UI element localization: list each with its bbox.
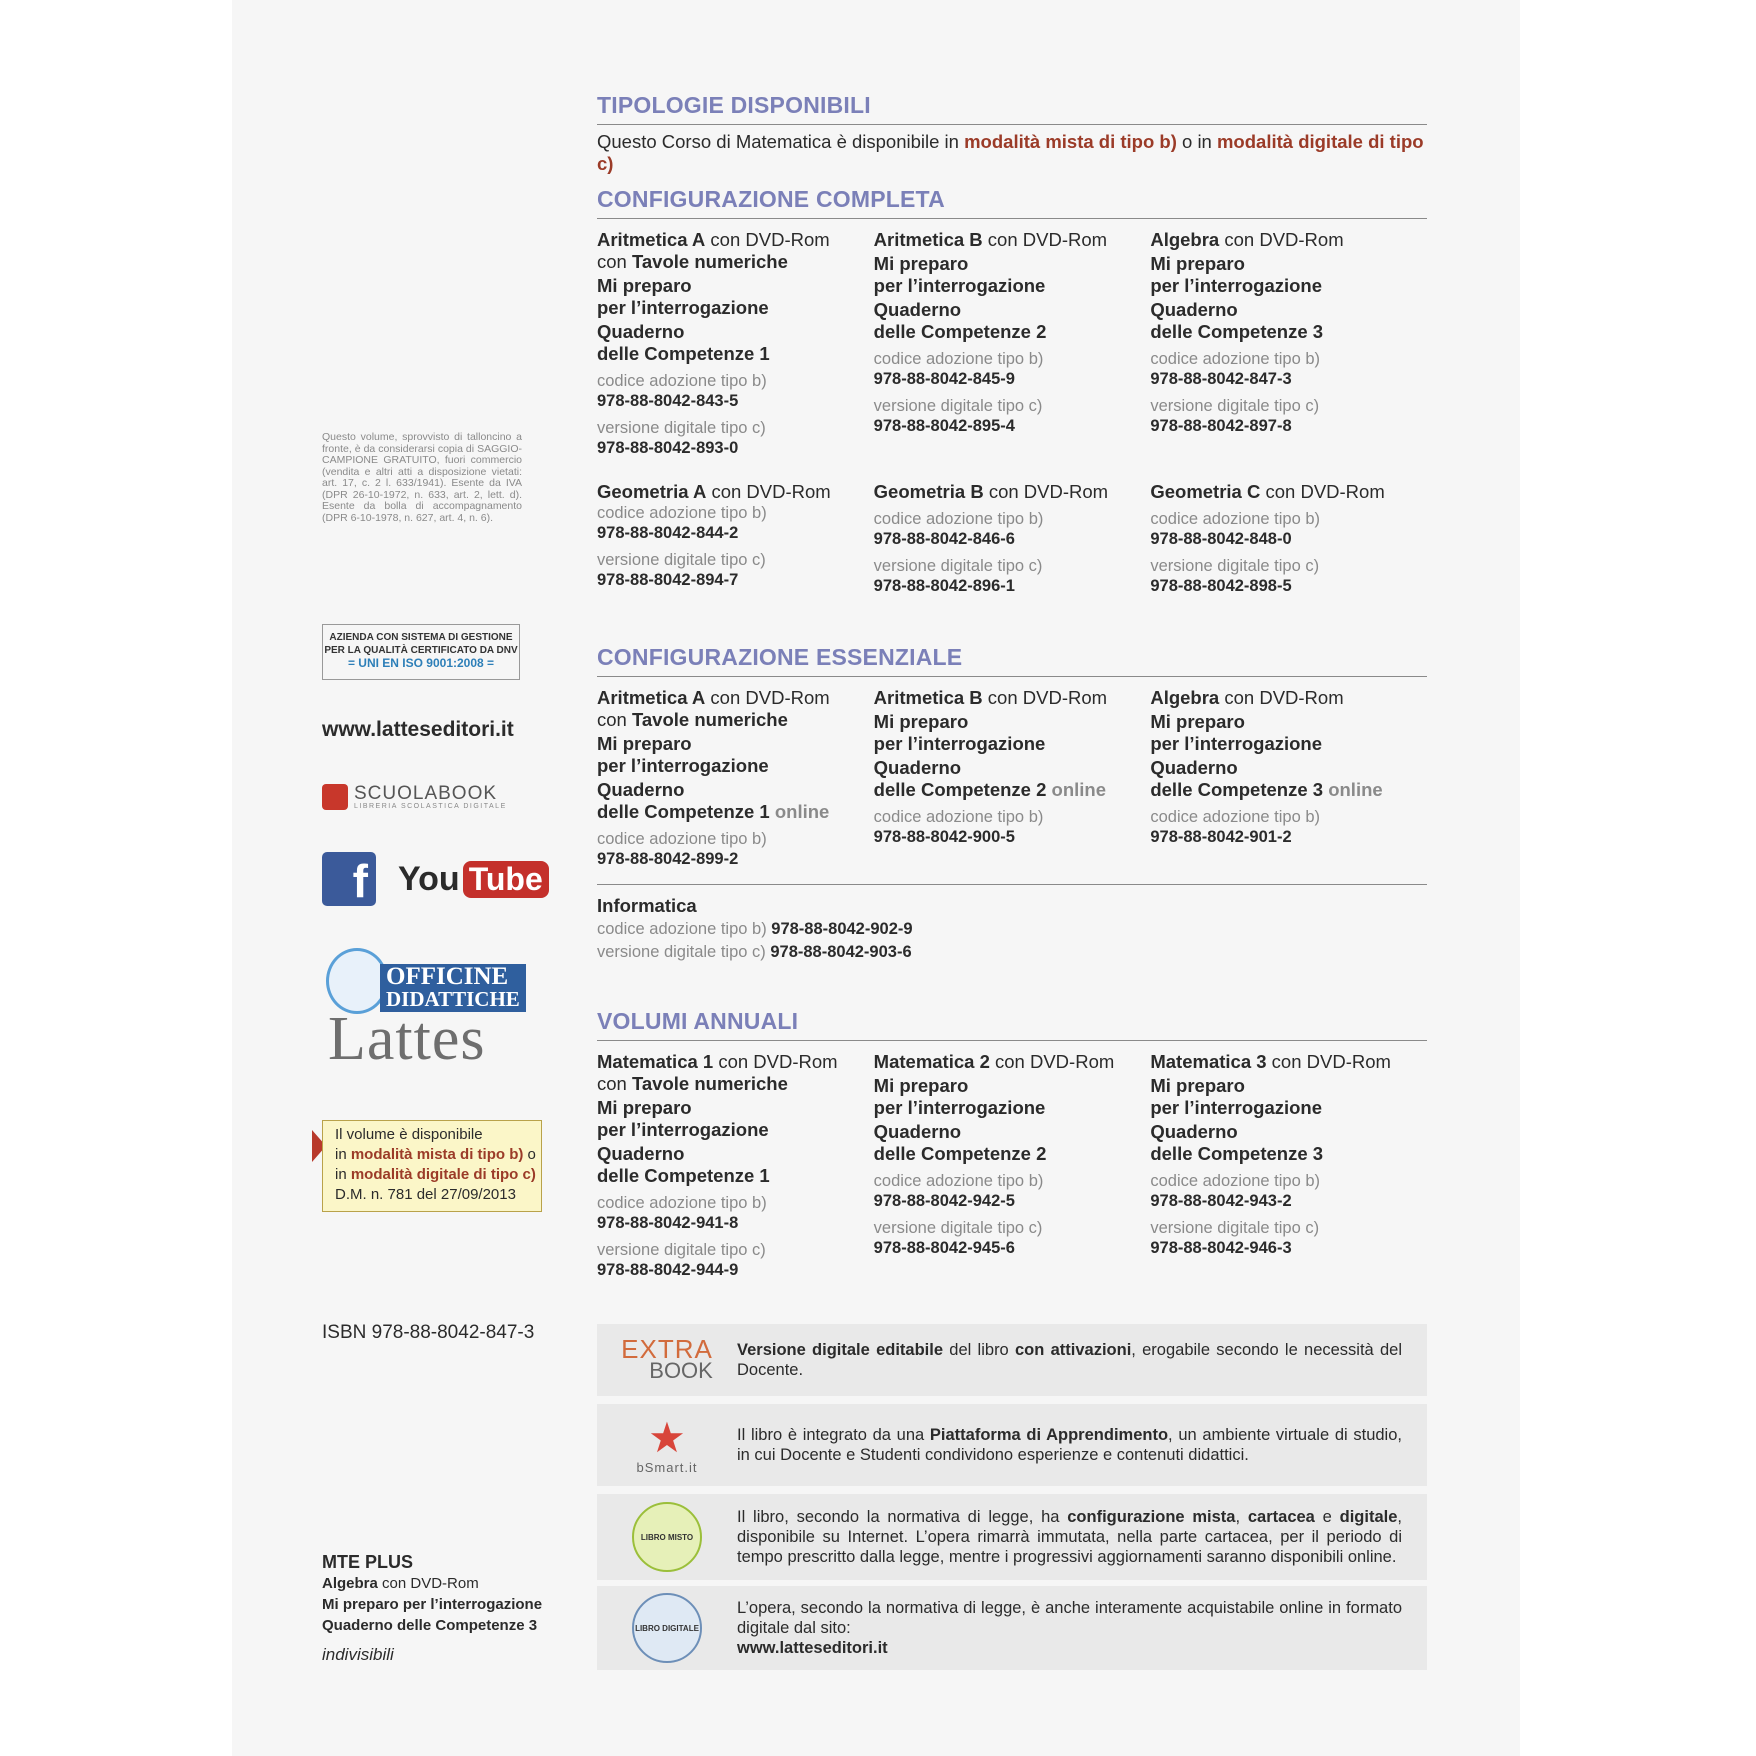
iso-line-2: PER LA QUALITÀ CERTIFICATO DA DNV [324,645,518,656]
extrabook-logo-bottom: BOOK [649,1358,713,1383]
youtube-icon[interactable] [398,852,549,906]
divider [597,884,1427,885]
volume-entry: Geometria B con DVD-Rom codice adozione tipo b) 978-88-8042-846-6 versione digitale tipo c) 978-88-8042-896-1 [873,481,1109,595]
isbn-code: ISBN 978-88-8042-847-3 [322,1322,535,1343]
volume-entry: Aritmetica B con DVD-Rom Mi preparo per l’interrogazione Quaderno delle Competenze 2 codice adozione tipo b) 978-88-8042-845-9 versione digitale tipo c) 978-88-8042-895-4 [873,229,1108,435]
section-title: CONFIGURAZIONE COMPLETA [597,186,1427,219]
extrabook-logo-top: EXTRA [621,1334,713,1364]
volume-entry: Matematica 3 con DVD-Rom Mi preparo per l’interrogazione Quaderno delle Competenze 3 codice adozione tipo b) 978-88-8042-943-2 versione digitale tipo c) 978-88-8042-946-3 [1150,1051,1391,1257]
libro-misto-icon [632,1502,702,1572]
officine-line-2: DIDATTICHE [386,987,520,1011]
section-title: TIPOLOGIE DISPONIBILI [597,92,1427,125]
volume-entry: Aritmetica B con DVD-Rom Mi preparo per l’interrogazione Quaderno delle Competenze 2 online codice adozione tipo b) 978-88-8042-900-5 [873,687,1108,846]
section-tipologie [597,92,1427,175]
scuolabook-logo[interactable] [322,784,507,810]
facebook-icon[interactable]: f [322,852,376,906]
libro-digitale-text: L’opera, secondo la normativa di legge, è anche interamente acquistabile online in formato digitale dal sito: www.latteseditori.it [737,1599,1402,1657]
volume-entry: Algebra con DVD-Rom Mi preparo per l’interrogazione Quaderno delle Competenze 3 codice adozione tipo b) 978-88-8042-847-3 versione digitale tipo c) 978-88-8042-897-8 [1150,229,1344,435]
bsmart-text: Il libro è integrato da una Piattaforma di Apprendimento, un ambiente virtuale di studio, in cui Docente e Studenti condividono esperienze e contenuti didattici. [737,1426,1402,1464]
product-line-3: Quaderno delle Competenze 3 [322,1617,538,1634]
publisher-website[interactable]: www.latteseditori.it [322,718,514,741]
extrabook-box [597,1324,1427,1396]
avail-line-3: in modalità digitale di tipo c) [335,1166,536,1183]
extrabook-text: Versione digitale editabile del libro con attivazioni, erogabile secondo le necessità del Docente. [737,1341,1403,1379]
scuolabook-name: SCUOLABOOK [354,783,498,804]
libro-misto-box [597,1494,1427,1580]
youtube-tube: Tube [463,861,549,898]
availability-notice [322,1120,542,1212]
annuali-row [597,1051,1427,1281]
officine-line-1: OFFICINE [386,963,509,990]
libro-digitale-box [597,1586,1427,1670]
product-line-2: Mi preparo per l’interrogazione [322,1596,543,1613]
libro-digitale-icon [632,1593,702,1663]
section-configurazione-essenziale [597,644,1427,963]
officine-didattiche-logo [322,948,522,1073]
section-volumi-annuali [597,1008,1427,1281]
libro-misto-logo [597,1502,737,1572]
legal-notice: Questo volume, sprovvisto di talloncino a fronte, è da considerarsi copia di SAGGIO-CAMPIONE GRATUITO, fuori commercio (vendita e altri atti a disposizione vietati: art. 17, c. 2 l. 633/1941). Esente da IVA (DPR 26-10-1972, n. 633, art. 2, lett. d). Esente da bolla di accompagnamento (DPR 6-10-1978, n. 627, art. 4, n. 6). [322,431,522,524]
intro-text: Questo Corso di Matematica è disponibile in modalità mista di tipo b) o in modalità digitale di tipo c) [597,131,1424,174]
avail-line-4: D.M. n. 781 del 27/09/2013 [335,1186,516,1203]
iso-certification-badge [322,624,520,680]
bsmart-star-icon: ★ [648,1413,686,1461]
section-configurazione-completa [597,186,1427,597]
libro-misto-icon-label: LIBRO MISTO [640,1532,694,1542]
bsmart-box [597,1404,1427,1486]
section-title: CONFIGURAZIONE ESSENZIALE [597,644,1427,677]
bsmart-logo-text: bSmart.it [636,1459,698,1475]
avail-line-1: Il volume è disponibile [335,1126,483,1143]
volume-entry: Algebra con DVD-Rom Mi preparo per l’interrogazione Quaderno delle Competenze 3 online codice adozione tipo b) 978-88-8042-901-2 [1150,687,1383,846]
scuolabook-tagline: LIBRERIA SCOLASTICA DIGITALE [354,803,507,810]
youtube-you: You [398,859,460,898]
indivisibili-label: indivisibili [322,1645,394,1664]
completa-row-1 [597,229,1427,459]
volume-entry: Aritmetica A con DVD-Rom con Tavole numeriche Mi preparo per l’interrogazione Quaderno delle Competenze 1 codice adozione tipo b) 978-88-8042-843-5 versione digitale tipo c) 978-88-8042-893-0 [597,229,830,457]
avail-line-2: in modalità mista di tipo b) o [335,1146,536,1163]
volume-entry: Matematica 2 con DVD-Rom Mi preparo per l’interrogazione Quaderno delle Competenze 2 codice adozione tipo b) 978-88-8042-942-5 versione digitale tipo c) 978-88-8042-945-6 [873,1051,1115,1257]
volume-entry: Geometria A con DVD-Rom codice adozione tipo b) 978-88-8042-844-2 versione digitale tipo c) 978-88-8042-894-7 [597,481,831,589]
volume-entry: Matematica 1 con DVD-Rom con Tavole numeriche Mi preparo per l’interrogazione Quaderno delle Competenze 1 codice adozione tipo b) 978-88-8042-941-8 versione digitale tipo c) 978-88-8042-944-9 [597,1051,838,1279]
volume-entry: Aritmetica A con DVD-Rom con Tavole numeriche Mi preparo per l’interrogazione Quaderno delle Competenze 1 online codice adozione tipo b) 978-88-8042-899-2 [597,687,830,868]
section-title: VOLUMI ANNUALI [597,1008,1427,1041]
iso-line-1: AZIENDA CON SISTEMA DI GESTIONE [329,632,513,643]
extrabook-logo [597,1334,737,1383]
lattes-wordmark: Lattes [328,1005,486,1073]
scuolabook-icon [322,784,348,810]
completa-row-2 [597,481,1427,597]
libro-misto-text: Il libro, secondo la normativa di legge, ha configurazione mista, cartacea e digitale, disponibile su Internet. L’opera rimarrà immutata, nella parte cartacea, per il periodo di tempo prescritto dalla legge, mentre i progressivi aggiornamenti saranno disponibili online. [737,1508,1402,1566]
volume-entry: Geometria C con DVD-Rom codice adozione tipo b) 978-88-8042-848-0 versione digitale tipo c) 978-88-8042-898-5 [1150,481,1385,595]
informatica-entry: Informatica codice adozione tipo b) 978-88-8042-902-9 versione digitale tipo c) 978-88-8042-903-6 [597,895,913,961]
libro-digitale-icon-label: LIBRO DIGITALE [635,1623,699,1633]
libro-digitale-logo [597,1593,737,1663]
product-series: MTE PLUS [322,1552,414,1572]
essenziale-row [597,687,1427,870]
product-line-1: Algebra con DVD-Rom [322,1575,479,1592]
product-summary [322,1552,542,1665]
bsmart-logo [597,1413,737,1475]
libro-digitale-url[interactable]: www.latteseditori.it [737,1639,888,1657]
iso-line-3: = UNI EN ISO 9001:2008 = [347,656,495,670]
